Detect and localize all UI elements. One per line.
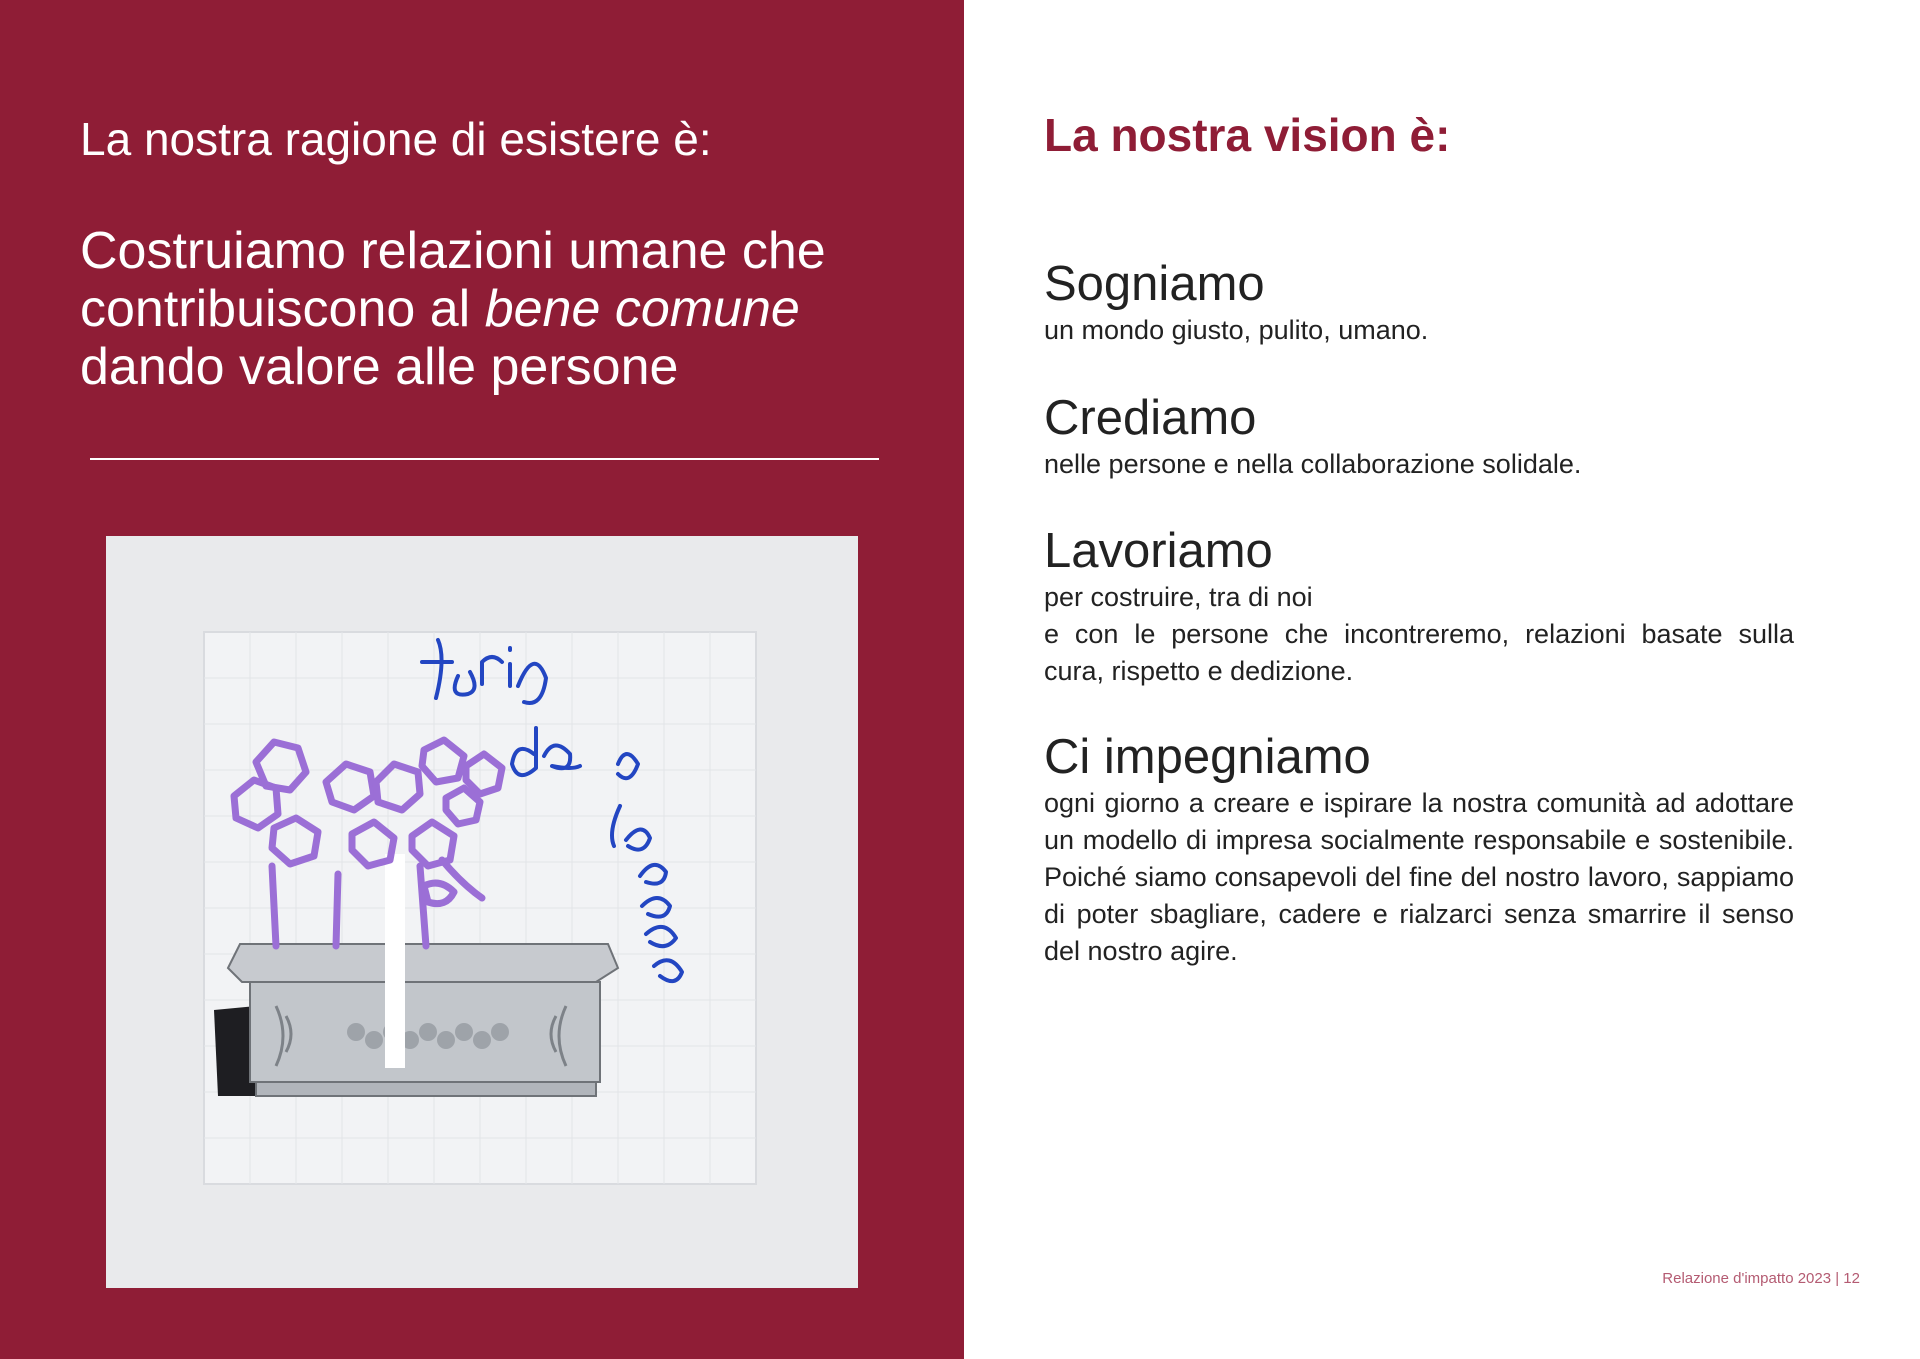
mission-text-end: dando valore alle persone: [80, 338, 679, 396]
vision-item-text: un mondo giusto, pulito, umano.: [1044, 315, 1429, 345]
vision-item-crediamo: [1044, 390, 1794, 483]
vision-item-text: ogni giorno a creare e ispirare la nostra comunità ad adottare un modello di impresa socialmente responsabile e sostenibile. Poiché siamo consapevoli del fine del nostro lavoro, sappiamo di poter sbagliare, cadere e rialzarci senza smarrire il senso del nostro agire.: [1044, 788, 1794, 966]
vision-item-heading: Ci impegniamo: [1044, 730, 1371, 784]
divider-line: [90, 458, 879, 460]
pot-shape: [228, 944, 618, 1096]
vision-item-heading: Sogniamo: [1044, 257, 1265, 311]
vision-item-lavoriamo: [1044, 523, 1794, 690]
vision-panel: [964, 0, 1920, 1359]
mission-intro: La nostra ragione di esistere è:: [80, 113, 712, 165]
mission-text-start: Costruiamo relazioni umane che contribuiscono al: [80, 222, 826, 338]
vision-item-text: nelle persone e nella collaborazione solidale.: [1044, 449, 1582, 479]
flower-pot-drawing: [106, 536, 858, 1288]
vision-item-sogniamo: [1044, 256, 1794, 349]
artwork-image: [106, 536, 858, 1288]
vision-item-heading: Crediamo: [1044, 391, 1257, 445]
mission-emphasis: bene comune: [484, 280, 800, 338]
vision-item-ci-impegniamo: [1044, 729, 1794, 970]
vision-item-heading: Lavoriamo: [1044, 524, 1273, 578]
vision-item-first-line: per costruire, tra di noi: [1044, 582, 1313, 612]
vision-title: La nostra vision è:: [1044, 109, 1451, 161]
vision-item-text: e con le persone che incontreremo, relazioni basate sulla cura, rispetto e dedizione.: [1044, 619, 1794, 686]
page-footer: Relazione d'impatto 2023 | 12: [1662, 1270, 1860, 1287]
mission-statement: [80, 222, 920, 396]
